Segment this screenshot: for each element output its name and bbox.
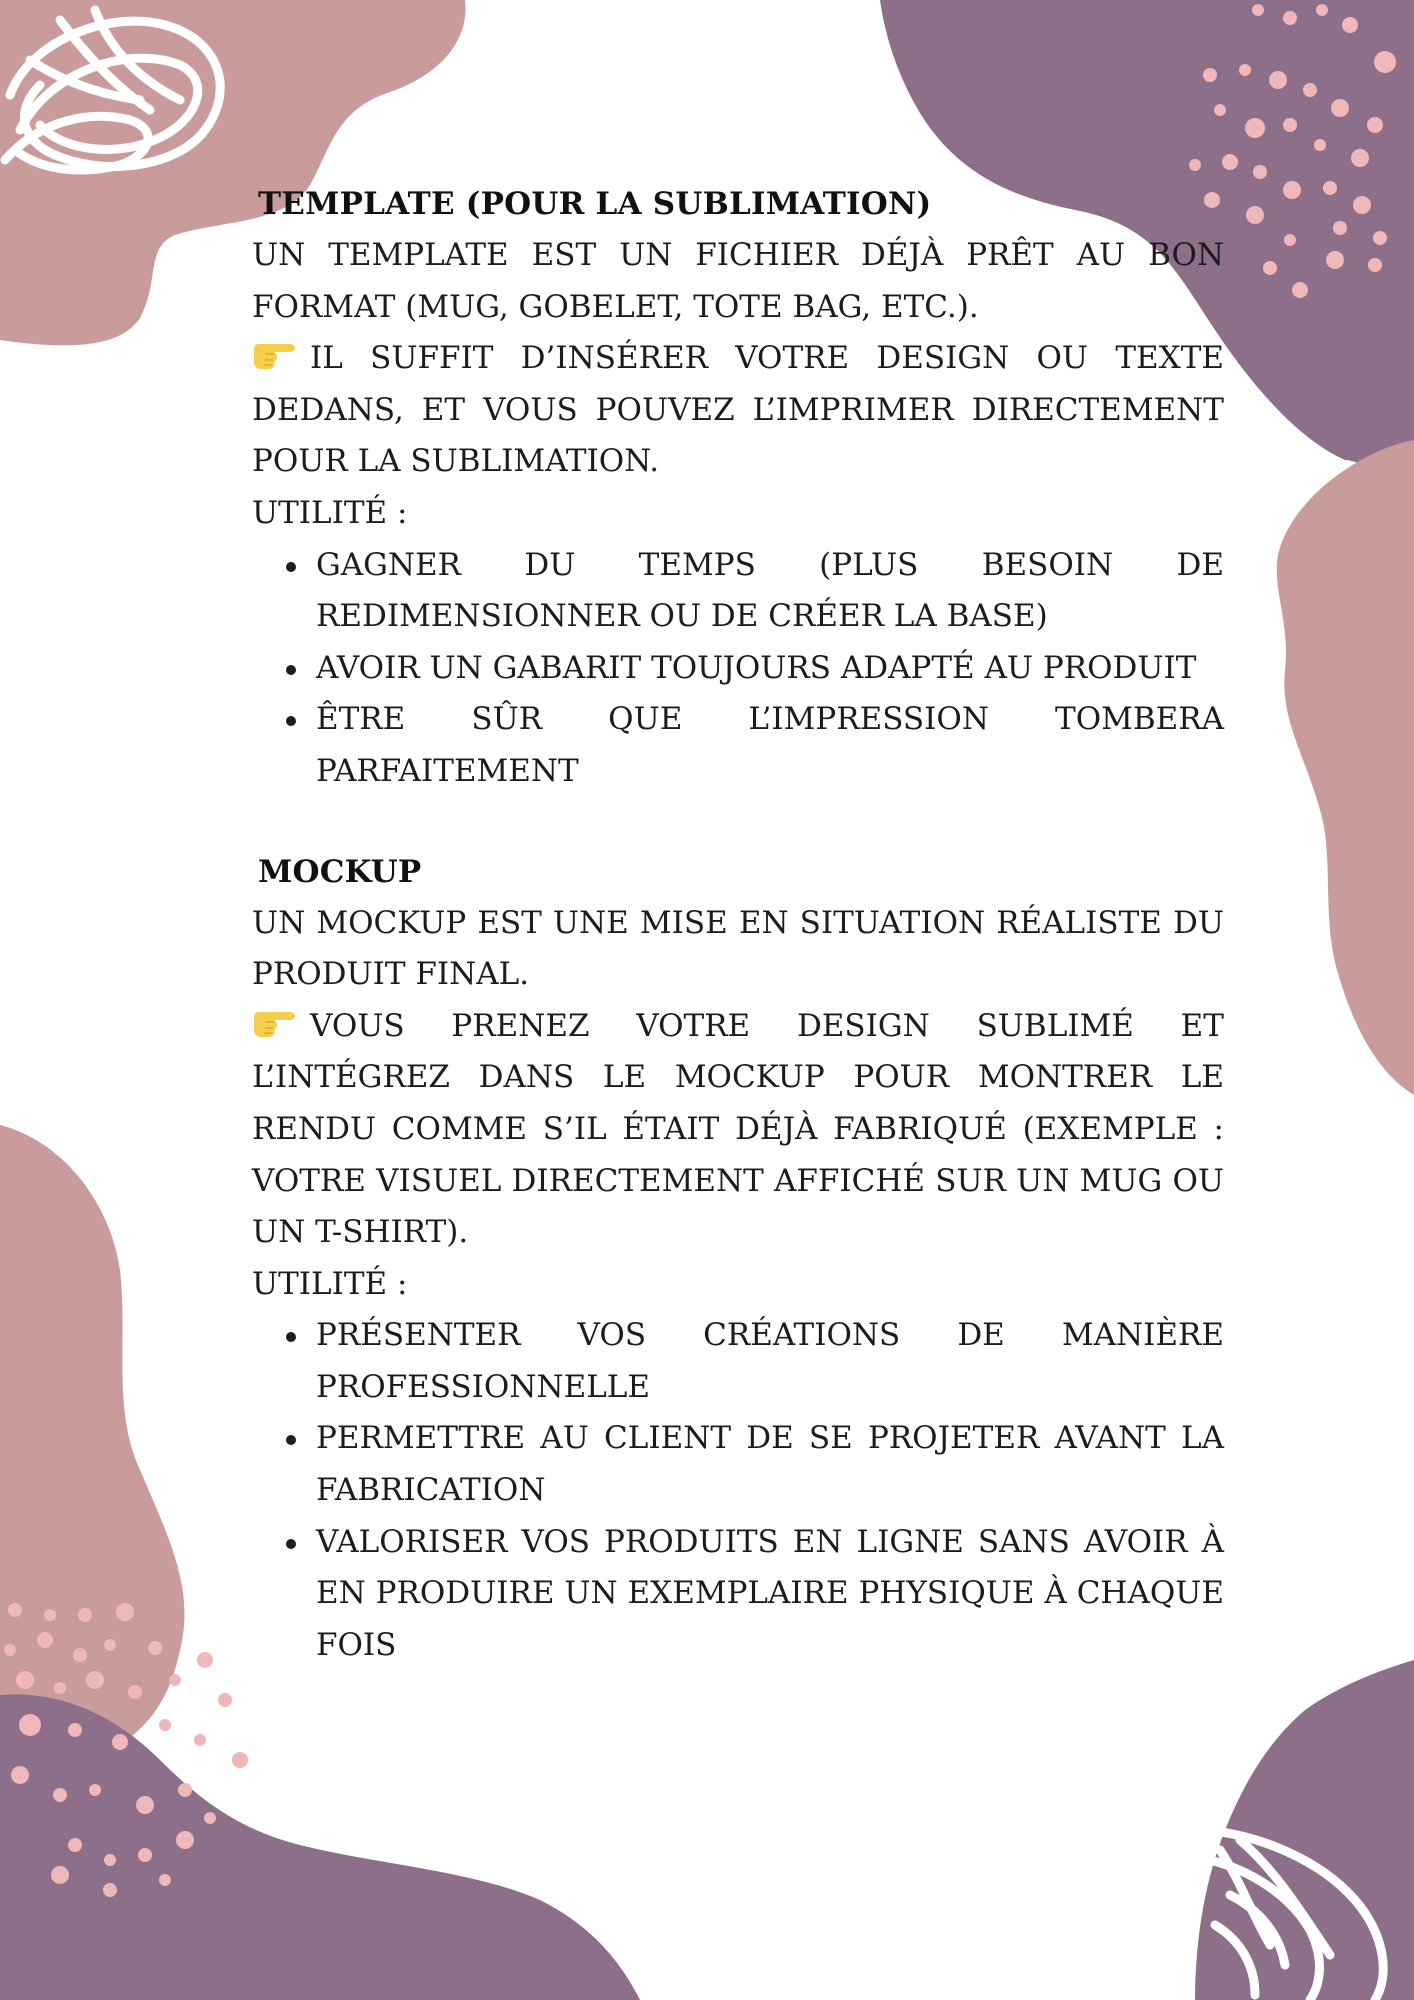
backhand-index-pointing-right-icon [252,1008,300,1038]
template-intro: UN TEMPLATE EST UN FICHIER DÉJÀ PRÊT AU BON FORMAT (MUG, GOBELET, TOTE BAG, ETC.). [252,237,1224,325]
template-title: TEMPLATE (POUR LA SUBLIMATION) [258,186,932,222]
list-item: VALORISER VOS PRODUITS EN LIGNE SANS AVOIR À EN PRODUIRE UN EXEMPLAIRE PHYSIQUE À CHAQUE FOIS [316,1517,1224,1672]
document-content [252,178,1224,1671]
template-bullet-list [252,540,1224,798]
list-item: ÊTRE SÛR QUE L’IMPRESSION TOMBERA PARFAITEMENT [316,694,1224,797]
template-section [252,178,1224,798]
list-item: PERMETTRE AU CLIENT DE SE PROJETER AVANT LA FABRICATION [316,1413,1224,1516]
mockup-section [252,846,1224,1672]
template-pointer-paragraph [252,333,1224,488]
list-item: AVOIR UN GABARIT TOUJOURS ADAPTÉ AU PRODUIT [316,643,1224,695]
list-item: GAGNER DU TEMPS (PLUS BESOIN DE REDIMENSIONNER OU DE CRÉER LA BASE) [316,540,1224,643]
mockup-intro: UN MOCKUP EST UNE MISE EN SITUATION RÉALISTE DU PRODUIT FINAL. [252,904,1224,993]
backhand-index-pointing-right-icon [252,340,300,370]
mockup-title: MOCKUP [258,853,422,890]
bottom-left-mauve-blob [0,1694,640,2000]
mockup-pointer-paragraph [252,1001,1224,1259]
mockup-utility-label: UTILITÉ : [252,1265,408,1302]
mockup-pointer-text: VOUS PRENEZ VOTRE DESIGN SUBLIMÉ ET L’INTÉGREZ DANS LE MOCKUP POUR MONTRER LE RENDU COMME S’IL ÉTAIT DÉJÀ FABRIQUÉ (EXEMPLE : VOTRE VISUEL DIRECTEMENT AFFICHÉ SUR UN MUG OU UN T-SHIRT). [252,1007,1224,1251]
bottom-left-rose-blob [0,1125,184,1790]
template-pointer-text: IL SUFFIT D’INSÉRER VOTRE DESIGN OU TEXTE DEDANS, ET VOUS POUVEZ L’IMPRIMER DIRECTEMENT POUR LA SUBLIMATION. [252,340,1224,480]
right-rose-blob [1277,440,1414,1095]
template-utility-label: UTILITÉ : [252,494,408,531]
list-item: PRÉSENTER VOS CRÉATIONS DE MANIÈRE PROFESSIONNELLE [316,1310,1224,1413]
mockup-bullet-list [252,1310,1224,1671]
